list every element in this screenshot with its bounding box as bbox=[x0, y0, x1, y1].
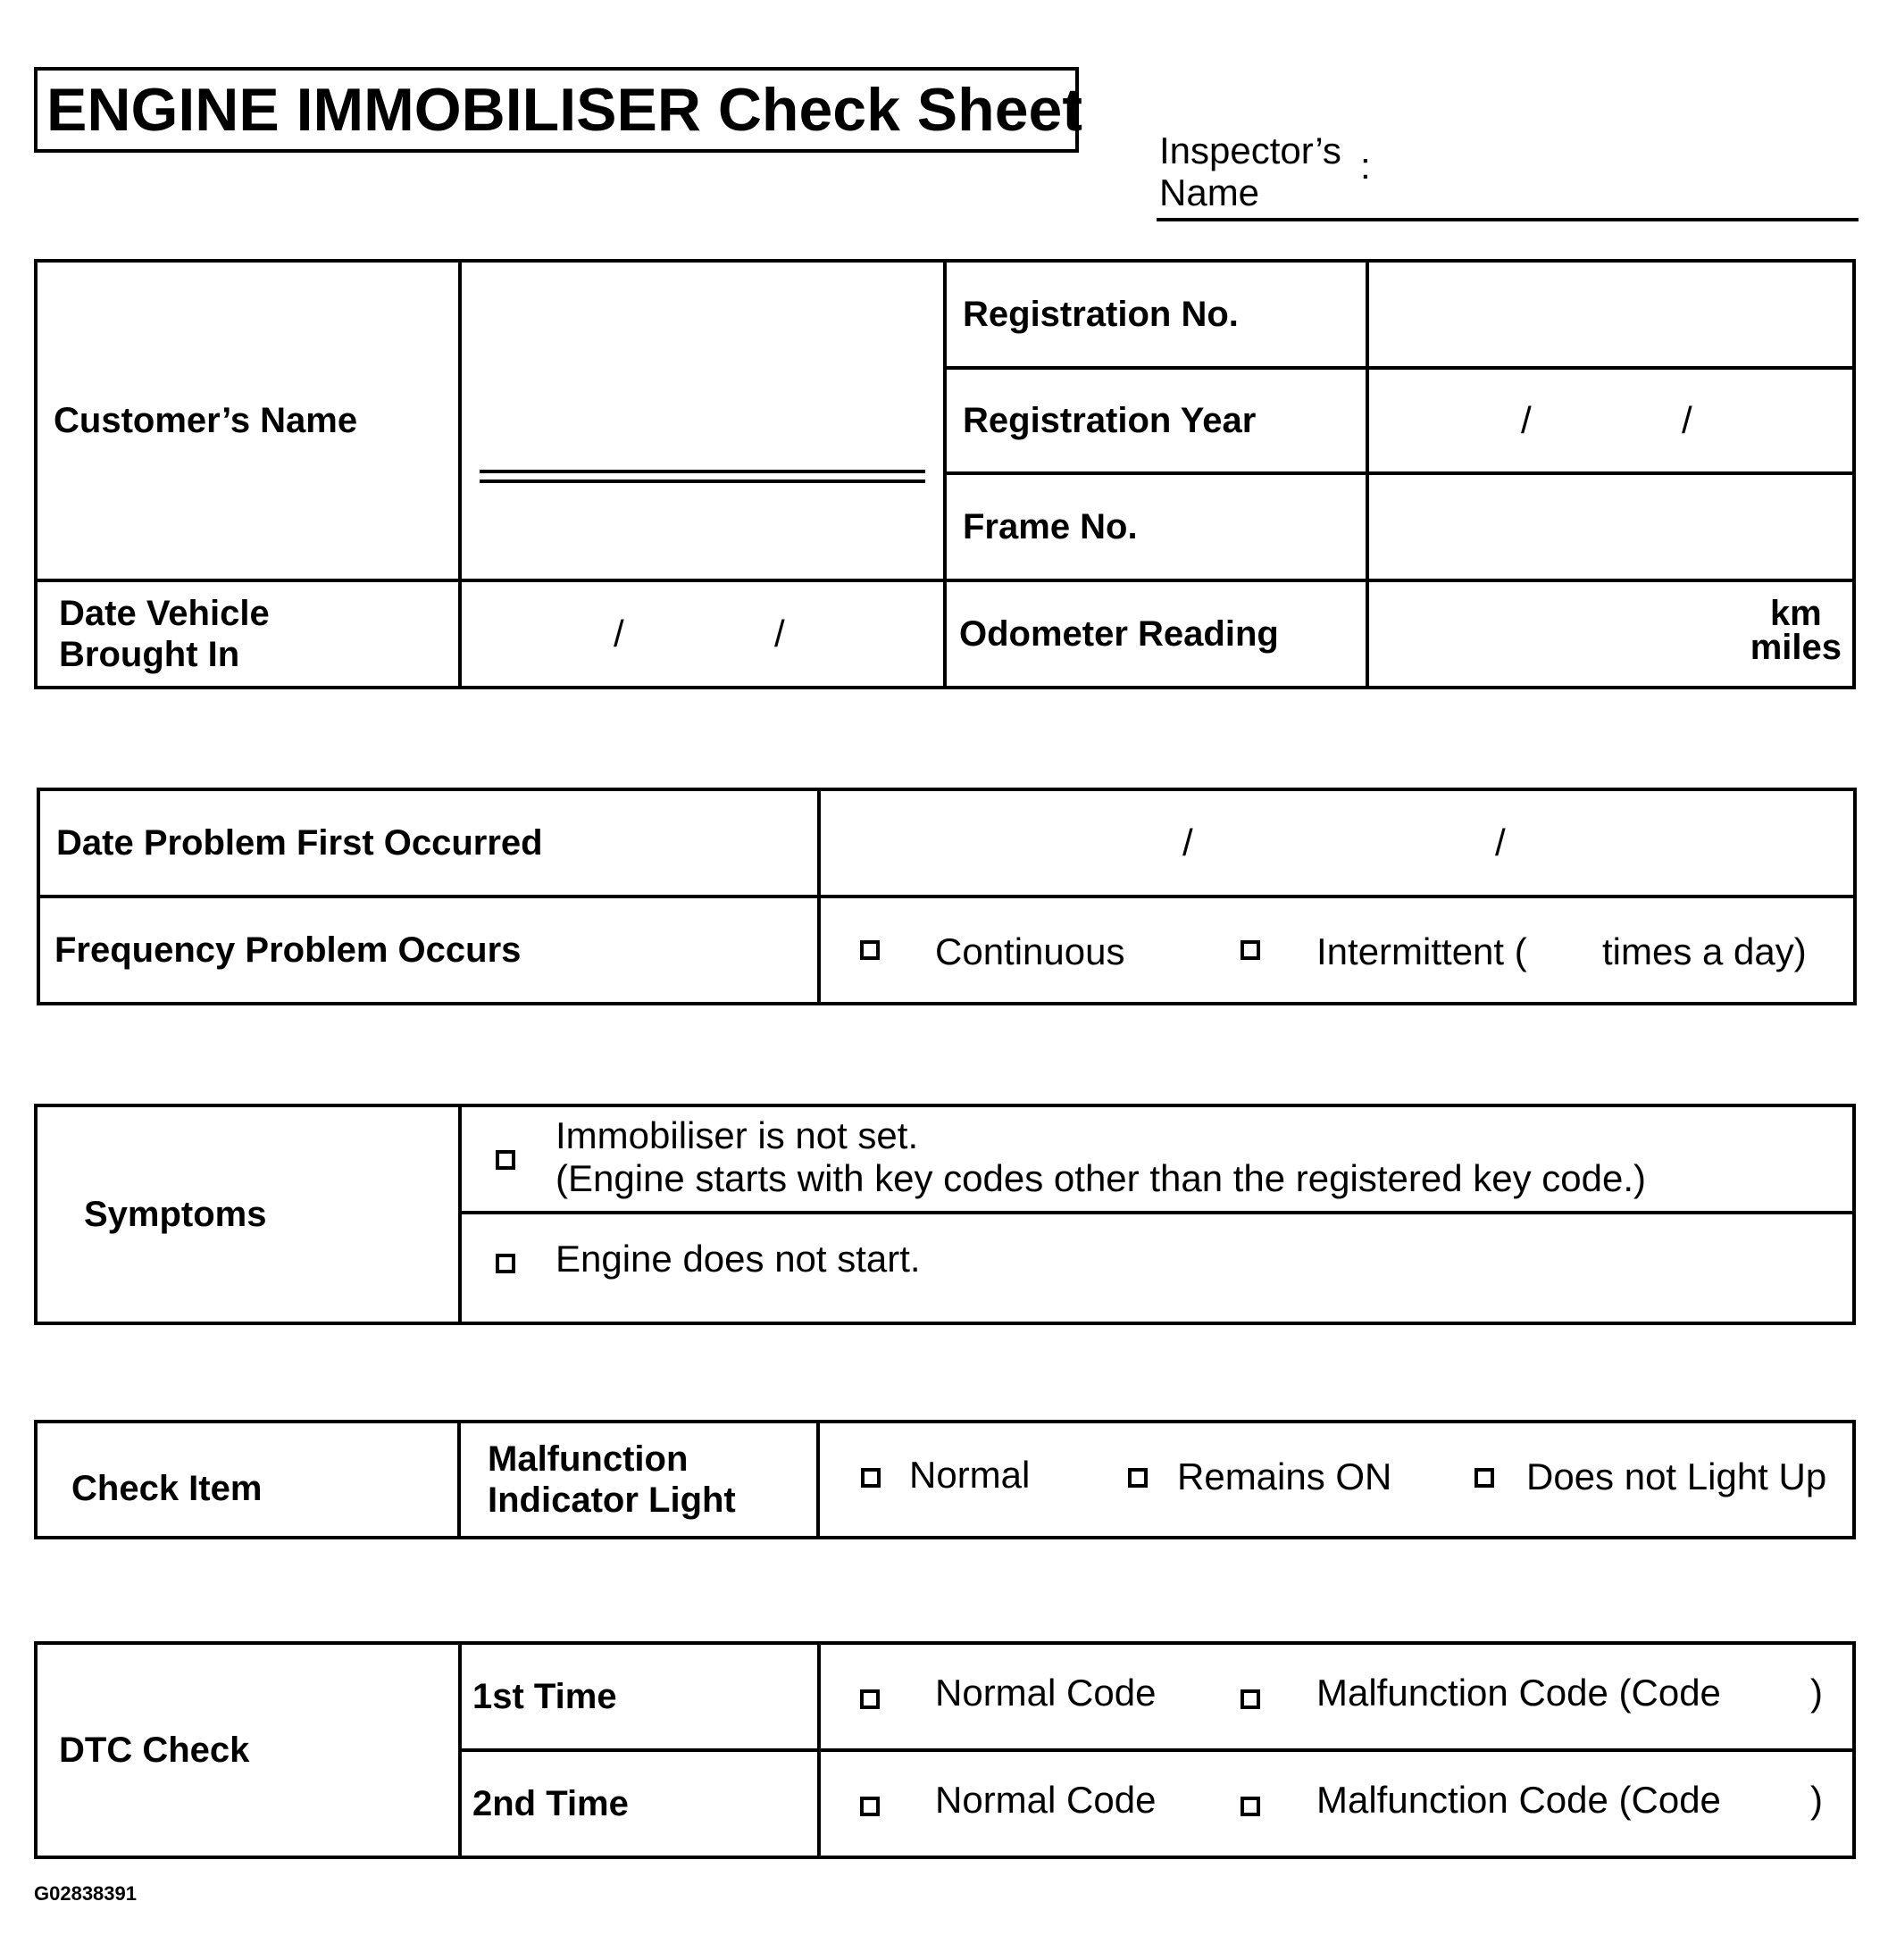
intermittent-label: Intermittent ( bbox=[1316, 930, 1527, 972]
frequency-label-cell bbox=[38, 897, 819, 1004]
registration-year-field[interactable] bbox=[1367, 368, 1854, 473]
mil-remains-on-checkbox[interactable] bbox=[1128, 1468, 1148, 1488]
symptom-option-1 bbox=[460, 1105, 1854, 1213]
date-brought-in-line2: Brought In bbox=[59, 635, 240, 674]
mil-normal-label: Normal bbox=[909, 1454, 1031, 1496]
date-separator: / bbox=[614, 613, 624, 655]
date-first-occurred-label-cell bbox=[38, 789, 819, 897]
inspector-name-field[interactable] bbox=[1157, 218, 1859, 221]
registration-no-field[interactable] bbox=[1367, 261, 1854, 368]
dtc-2-malfunction-code-checkbox[interactable] bbox=[1241, 1797, 1260, 1816]
registration-no-label: Registration No. bbox=[963, 295, 1239, 334]
odometer-field[interactable] bbox=[1367, 580, 1854, 688]
mil-line2: Indicator Light bbox=[488, 1480, 736, 1520]
mil-options bbox=[818, 1422, 1854, 1538]
mil-normal-checkbox[interactable] bbox=[861, 1468, 881, 1488]
frequency-options bbox=[819, 897, 1855, 1004]
dtc-1-normal-code-label: Normal Code bbox=[935, 1672, 1157, 1714]
date-separator: / bbox=[1682, 399, 1692, 441]
date-brought-in-label bbox=[38, 593, 458, 675]
dtc-second-time-label-cell bbox=[460, 1750, 819, 1857]
customer-name-label-cell bbox=[36, 261, 460, 580]
mil-line1: Malfunction bbox=[488, 1439, 689, 1479]
dtc-first-time-label-cell bbox=[460, 1643, 819, 1750]
mil-does-not-light-checkbox[interactable] bbox=[1474, 1468, 1494, 1488]
dtc-first-time-options bbox=[819, 1643, 1854, 1750]
symptoms-label-cell bbox=[36, 1105, 460, 1323]
mil-remains-on-label: Remains ON bbox=[1177, 1455, 1392, 1497]
date-first-occurred-field[interactable] bbox=[819, 789, 1855, 897]
registration-no-label-cell bbox=[945, 261, 1367, 368]
mil-label bbox=[461, 1439, 816, 1521]
times-a-day-label: times a day) bbox=[1602, 930, 1807, 972]
check-item-label-cell bbox=[36, 1422, 459, 1538]
inspector-colon: : bbox=[1360, 145, 1371, 187]
page-title bbox=[34, 67, 1082, 153]
dtc-check-label: DTC Check bbox=[59, 1731, 250, 1770]
date-brought-in-label-cell bbox=[36, 580, 460, 688]
registration-year-label-cell bbox=[945, 368, 1367, 473]
inspector-name-label bbox=[1159, 129, 1341, 213]
dtc-first-time-label: 1st Time bbox=[472, 1677, 617, 1716]
mil-label-cell bbox=[459, 1422, 818, 1538]
symptom-option-2 bbox=[460, 1213, 1854, 1323]
date-separator: / bbox=[1182, 822, 1193, 863]
page-title-text: ENGINE IMMOBILISER Check Sheet bbox=[46, 76, 1082, 144]
unit-km: km bbox=[1769, 594, 1822, 633]
check-item-table bbox=[34, 1420, 1856, 1539]
dtc-1-close-paren: ) bbox=[1810, 1672, 1823, 1714]
continuous-checkbox[interactable] bbox=[860, 940, 880, 960]
immobiliser-not-set-checkbox[interactable] bbox=[496, 1150, 515, 1170]
engine-not-start-checkbox[interactable] bbox=[496, 1254, 515, 1273]
dtc-1-normal-code-checkbox[interactable] bbox=[860, 1689, 880, 1709]
engine-not-start-text: Engine does not start. bbox=[556, 1238, 921, 1280]
dtc-2-close-paren: ) bbox=[1810, 1779, 1823, 1821]
dtc-second-time-options bbox=[819, 1750, 1854, 1857]
inspector-label-line1: Inspector’s bbox=[1159, 129, 1341, 171]
frequency-label: Frequency Problem Occurs bbox=[54, 930, 522, 970]
date-separator: / bbox=[1495, 822, 1506, 863]
symptom-1-line2: (Engine starts with key codes other than the registered key code.) bbox=[556, 1157, 1646, 1199]
odometer-label-cell bbox=[945, 580, 1367, 688]
date-brought-in-line1: Date Vehicle bbox=[59, 594, 270, 633]
dtc-2-malfunction-code-label: Malfunction Code (Code bbox=[1316, 1779, 1721, 1821]
mil-does-not-light-label: Does not Light Up bbox=[1526, 1455, 1827, 1497]
date-separator: / bbox=[774, 613, 785, 655]
odometer-units bbox=[1750, 594, 1842, 667]
dtc-1-malfunction-code-checkbox[interactable] bbox=[1241, 1689, 1260, 1709]
odometer-label: Odometer Reading bbox=[959, 614, 1279, 654]
frame-no-label: Frame No. bbox=[963, 507, 1138, 546]
unit-miles: miles bbox=[1750, 628, 1842, 667]
symptom-1-line1: Immobiliser is not set. bbox=[556, 1114, 919, 1156]
customer-name-label: Customer’s Name bbox=[54, 401, 358, 440]
frame-no-field[interactable] bbox=[1367, 473, 1854, 580]
customer-name-double-line bbox=[480, 470, 925, 483]
figure-code: G02838391 bbox=[34, 1882, 137, 1905]
date-separator: / bbox=[1521, 399, 1532, 441]
customer-name-field[interactable] bbox=[460, 261, 945, 580]
check-item-label: Check Item bbox=[71, 1469, 263, 1508]
dtc-2-normal-code-checkbox[interactable] bbox=[860, 1797, 880, 1816]
dtc-second-time-label: 2nd Time bbox=[472, 1784, 629, 1823]
problem-table bbox=[37, 788, 1857, 1005]
immobiliser-not-set-text bbox=[556, 1114, 1646, 1200]
intermittent-checkbox[interactable] bbox=[1241, 940, 1260, 960]
dtc-2-normal-code-label: Normal Code bbox=[935, 1779, 1157, 1821]
dtc-check-table bbox=[34, 1641, 1856, 1859]
registration-year-label: Registration Year bbox=[963, 401, 1257, 440]
dtc-1-malfunction-code-label: Malfunction Code (Code bbox=[1316, 1672, 1721, 1714]
frame-no-label-cell bbox=[945, 473, 1367, 580]
inspector-label-line2: Name bbox=[1159, 171, 1260, 213]
continuous-label: Continuous bbox=[935, 930, 1125, 972]
vehicle-info-table bbox=[34, 259, 1856, 689]
symptoms-label: Symptoms bbox=[84, 1195, 267, 1234]
date-brought-in-field[interactable] bbox=[460, 580, 945, 688]
symptoms-table bbox=[34, 1104, 1856, 1325]
dtc-check-label-cell bbox=[36, 1643, 460, 1857]
date-first-occurred-label: Date Problem First Occurred bbox=[56, 823, 543, 863]
